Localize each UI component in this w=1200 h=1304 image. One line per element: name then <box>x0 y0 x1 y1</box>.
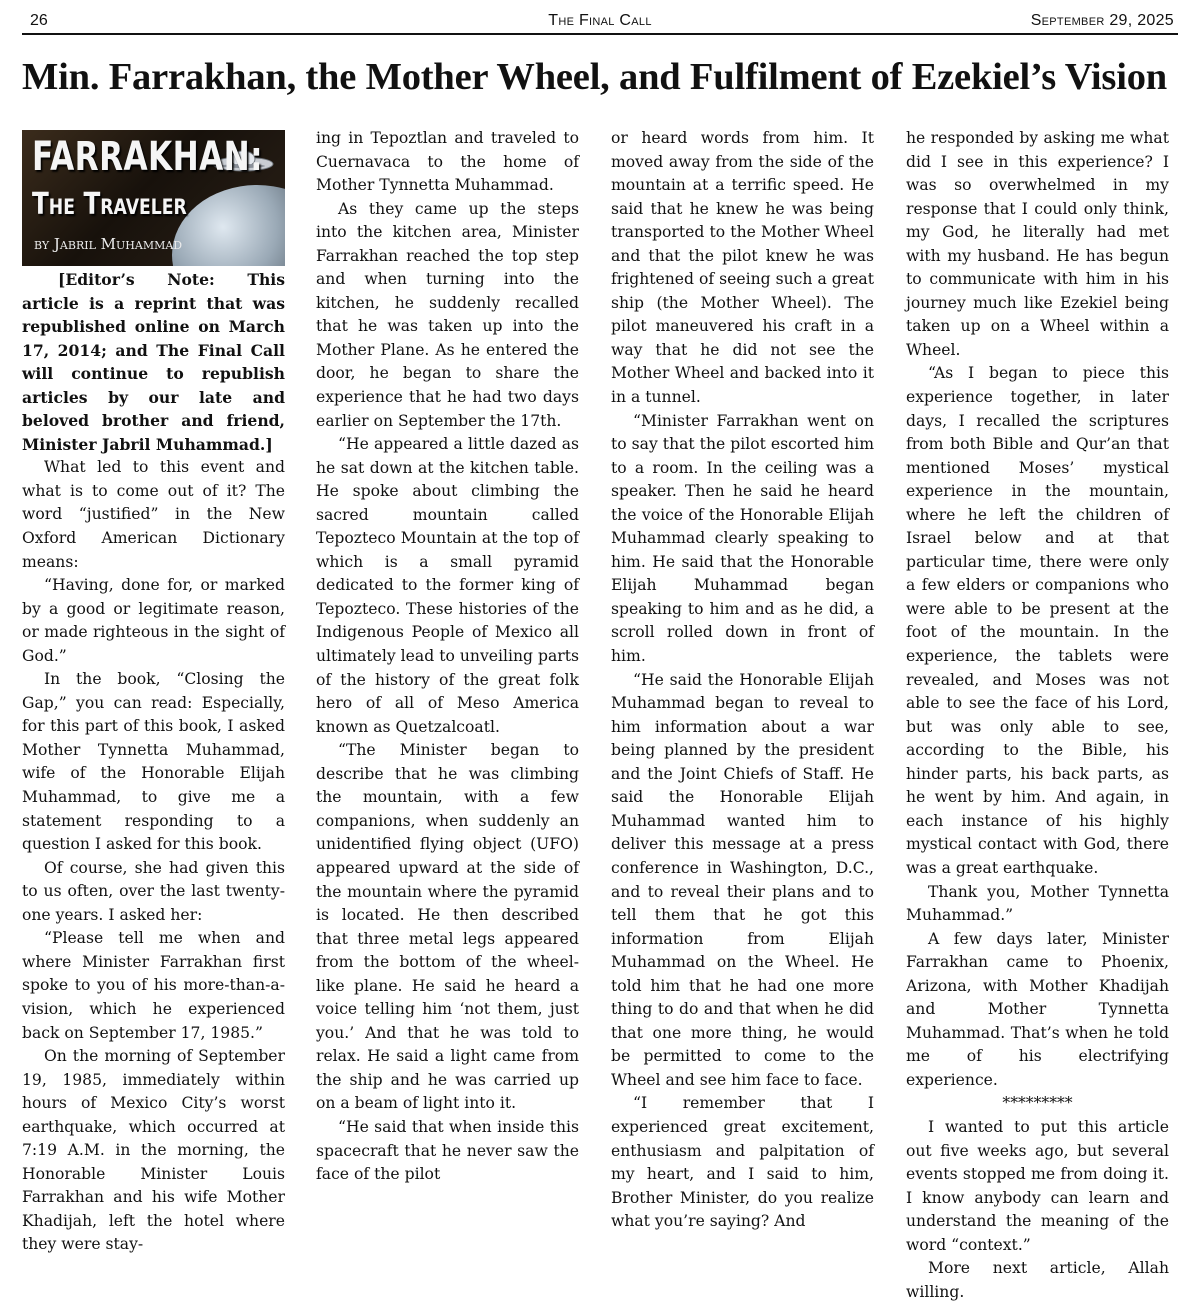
paragraph: or heard words from him. It moved away from the side of the mountain at a terrific speed. He said that he knew he was being transported to the Mother Wheel and that the pilot knew he was frightened of seeing such a great ship (the Mother Wheel). The pilot maneuvered his craft in a way that he did not see the Mother Wheel and backed into it in a tunnel. <box>611 129 874 407</box>
logo-byline: by Jabril Muhammad <box>34 235 183 253</box>
paragraph: I wanted to put this article out five weeks ago, but several events stopped me from doing it. I know anybody can learn and understand the meaning of the word “context.” <box>906 1117 1169 1254</box>
logo-title: FARRAKHAN: <box>32 134 264 180</box>
section-separator: ********* <box>1002 1094 1073 1113</box>
page-number: 26 <box>30 12 48 29</box>
planet-graphic <box>172 185 285 266</box>
article-column-2 <box>316 127 579 1187</box>
paragraph: Of course, she had given this to us often, over the last twenty-one years. I asked her: <box>22 858 285 924</box>
paragraph: What led to this event and what is to come out of it? The word “justified” in the New Oxford American Dictionary means: <box>22 458 285 571</box>
issue-date: September 29, 2025 <box>1030 12 1174 29</box>
header-rule <box>22 33 1178 35</box>
editors-note: [Editor’s Note: This article is a reprint that was republished online on March 17, 2014; and The Final Call will continue to republish articles by our late and beloved brother and friend, Minister Jabril Muhammad.] <box>22 270 285 454</box>
paragraph: “He appeared a little dazed as he sat down at the kitchen table. He spoke about climbing the sacred mountain called Tepozteco Mountain at the top of which is a small pyramid dedicated to the former king of Tepozteco. These histories of the Indigenous People of Mexico all ultimately lead to unveiling parts of the history of the great folk hero of all of Meso America known as Quetzalcoatl. <box>316 435 579 736</box>
article-headline: Min. Farrakhan, the Mother Wheel, and Fulfilment of Ezekiel’s Vision <box>22 56 1167 98</box>
paragraph: he responded by asking me what did I see in this experience? I was so overwhelmed in my response that I could only think, my God, he literally had met with my husband. He has begun to communicate with him in his journey much like Ezekiel being taken up on a Wheel within a Wheel. <box>906 129 1169 359</box>
paragraph: More next article, Allah willing. <box>906 1259 1169 1301</box>
article-column-4 <box>906 127 1169 1304</box>
publication-name: The Final Call <box>548 12 652 29</box>
logo-subtitle: The Traveler <box>32 187 187 222</box>
page-header <box>22 10 1178 34</box>
paragraph: “The Minister began to describe that he was climbing the mountain, with a few companions, when suddenly an unidentified flying object (UFO) appeared upward at the side of the mountain where the pyramid is located. He then described that three metal legs appeared from the bottom of the wheel-like plane. He said he heard a voice telling him ‘not them, just you.’ And that he was told to relax. He said a light came from the ship and he was carried up on a beam of light into it. <box>316 741 579 1113</box>
paragraph: “He said that when inside this spacecraft that he never saw the face of the pilot <box>316 1117 579 1184</box>
column-logo <box>22 130 285 266</box>
article-column-1 <box>22 127 285 1257</box>
paragraph: In the book, “Closing the Gap,” you can read: Especially, for this part of this book, I asked Mother Tynnetta Muhammad, wife of the Honorable Elijah Muhammad, to give me a statement responding to a question I asked for this book. <box>22 670 285 854</box>
paragraph: “Please tell me when and where Minister Farrakhan first spoke to you of his more-than-a-vision, which he experienced back on September 17, 1985.” <box>22 929 285 1042</box>
paragraph: On the morning of September 19, 1985, immediately within hours of Mexico City’s worst earthquake, which occurred at 7:19 A.M. in the morning, the Honorable Minister Louis Farrakhan and his wife Mother Khadijah, left the hotel where they were stay- <box>22 1047 285 1254</box>
paragraph: ing in Tepoztlan and traveled to Cuernavaca to the home of Mother Tynnetta Muhammad. <box>316 129 579 195</box>
article-column-3 <box>611 127 874 1234</box>
paragraph: “Minister Farrakhan went on to say that the pilot escorted him to a room. In the ceiling was a speaker. Then he said he heard the voice of the Honorable Elijah Muhammad clearly speaking to him. He said that the Honorable Elijah Muhammad began speaking to him and as he did, a scroll rolled down in front of him. <box>611 411 874 666</box>
paragraph: “As I began to piece this experience together, in later days, I recalled the scriptures from both Bible and Qur’an that mentioned Moses’ mystical experience in the mountain, where he left the children of Israel below and at that particular time, there were only a few elders or companions who were able to be present at the foot of the mountain. In the experience, the tablets were revealed, and Moses was not able to see the face of his Lord, but was only able to see, according to the Bible, his hinder parts, his back parts, as he went by him. And again, in each instance of his highly mystical contact with God, there was a great earthquake. <box>906 364 1169 877</box>
paragraph: “He said the Honorable Elijah Muhammad began to reveal to him information about a war being planned by the president and the Joint Chiefs of Staff. He said the Honorable Elijah Muhammad wanted him to deliver this message at a press conference in Washington, D.C., and to reveal their plans and to tell them that he got this information from Elijah Muhammad on the Wheel. He told him that he had one more thing to do and that when he did that one more thing, he would be permitted to come to the Wheel and see him face to face. <box>611 670 874 1089</box>
paragraph: As they came up the steps into the kitchen area, Minister Farrakhan reached the top step and when turning into the kitchen, he suddenly recalled that he was taken up into the Mother Plane. As he entered the door, he began to share the experience that he had two days earlier on September the 17th. <box>316 199 579 430</box>
paragraph: Thank you, Mother Tynnetta Muhammad.” <box>906 882 1169 925</box>
paragraph: “Having, done for, or marked by a good or legitimate reason, or made righteous in the sight of God.” <box>22 576 285 665</box>
paragraph: “I remember that I experienced great excitement, enthusiasm and palpitation of my heart, and I said to him, Brother Minister, do you realize what you’re saying? And <box>611 1094 874 1231</box>
paragraph: A few days later, Minister Farrakhan came to Phoenix, Arizona, with Mother Khadijah and Mother Tynnetta Muhammad. That’s when he told me of his electrifying experience. <box>906 929 1169 1089</box>
